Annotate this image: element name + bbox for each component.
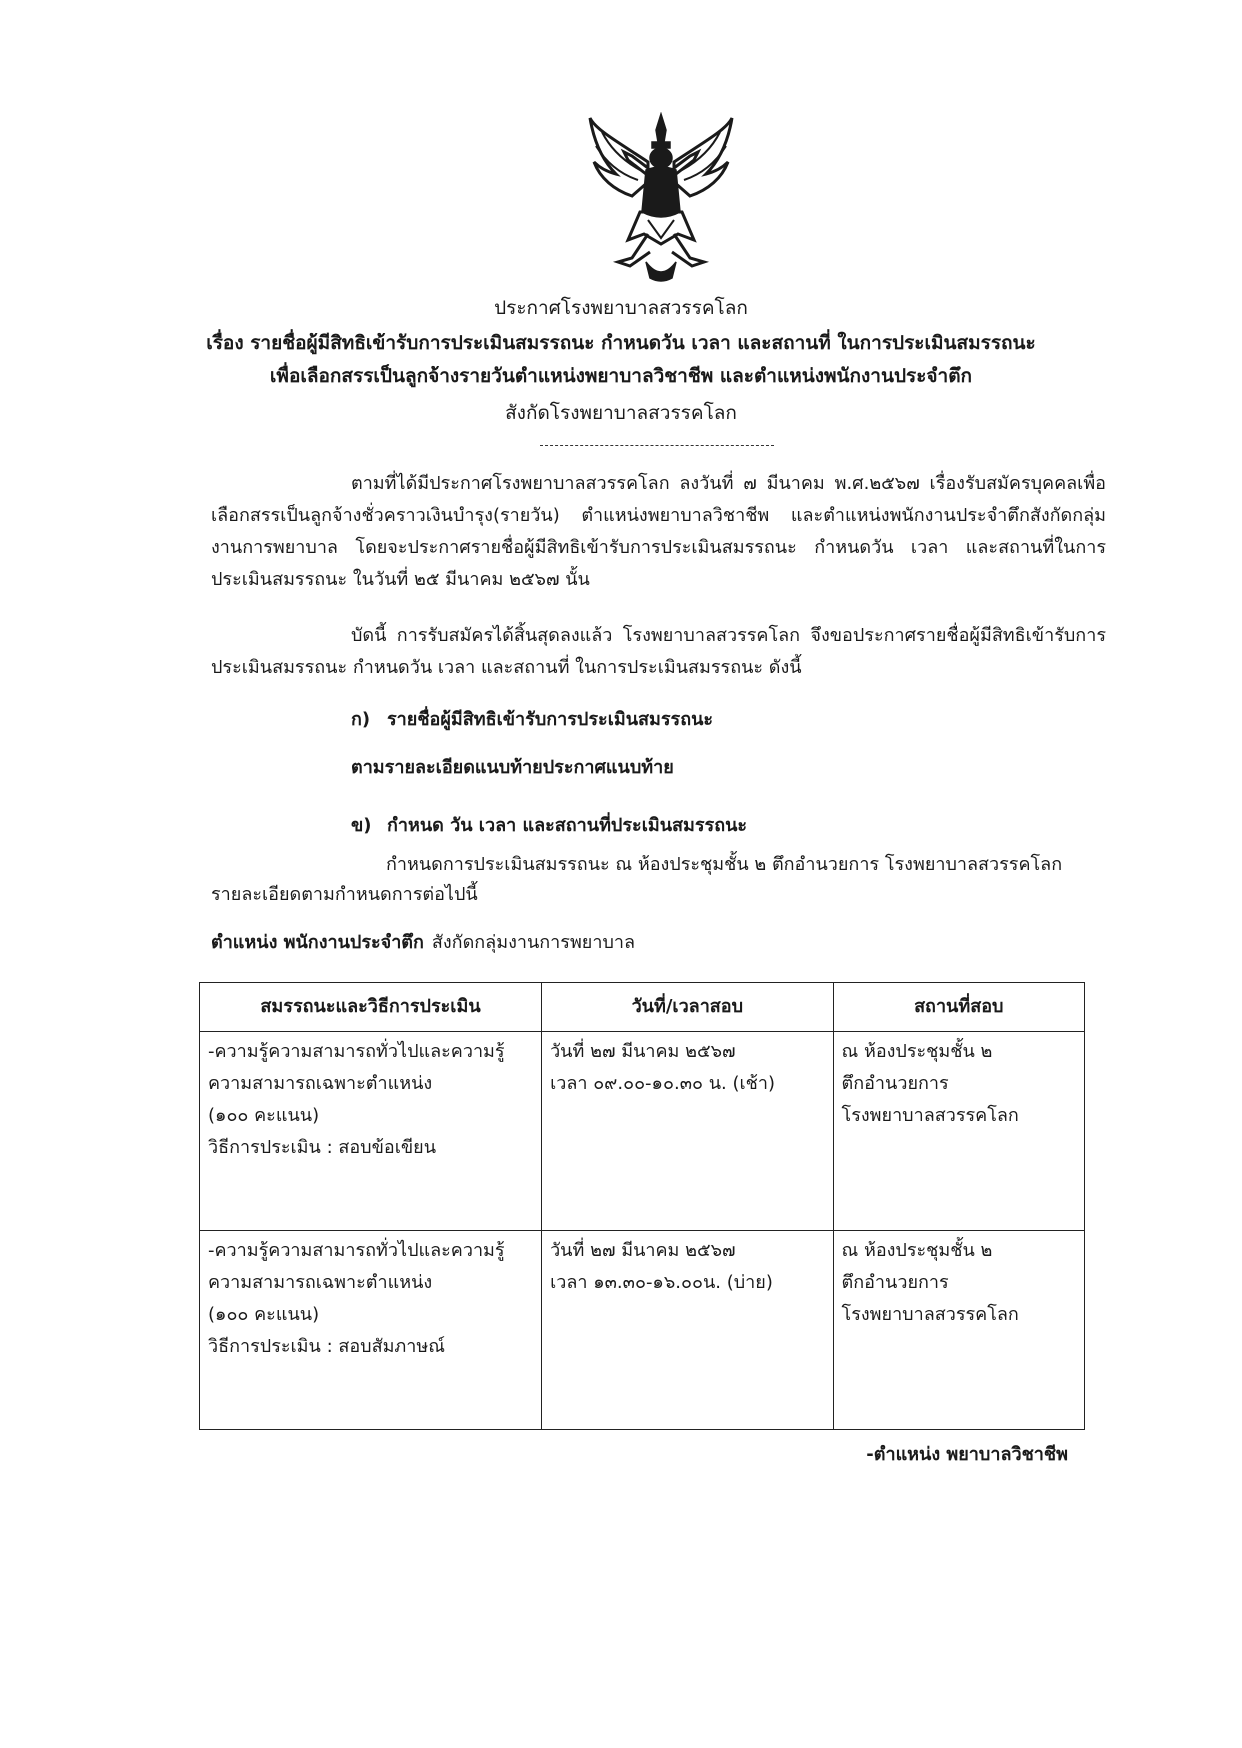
cell-line: เวลา ๐๙.๐๐-๑๐.๓๐ น. (เช้า) [550, 1073, 775, 1094]
column-header-competency: สมรรถนะและวิธีการประเมิน [200, 983, 542, 1032]
column-header-datetime: วันที่/เวลาสอบ [542, 983, 833, 1032]
item-b-title: กำหนด วัน เวลา และสถานที่ประเมินสมรรถนะ [387, 815, 748, 836]
item-b-detail-line-1: กำหนดการประเมินสมรรถนะ ณ ห้องประชุมชั้น ๒ ตึกอำนวยการ โรงพยาบาลสวรรคโลก [386, 854, 1063, 875]
paragraph-announcement: บัดนี้ การรับสมัครได้สิ้นสุดลงแล้ว โรงพยาบาลสวรรคโลก จึงขอประกาศรายชื่อผู้มีสิทธิเข้ารับการประเมินสมรรถนะ กำหนดวัน เวลา และสถานที่ ในการประเมินสมรรถนะ ดังนี้ [211, 625, 1106, 678]
cell-line: โรงพยาบาลสวรรคโลก [841, 1105, 1019, 1126]
competency-cell [200, 1231, 542, 1430]
subject-line-3: สังกัดโรงพยาบาลสวรรคโลก [505, 402, 737, 424]
cell-line: เวลา ๑๓.๓๐-๑๖.๐๐น. (บ่าย) [550, 1272, 773, 1293]
table-header-row [200, 983, 1085, 1032]
cell-line: ณ ห้องประชุมชั้น ๒ [841, 1240, 993, 1261]
issuer-title: ประกาศโรงพยาบาลสวรรคโลก [494, 297, 748, 319]
item-a-title: รายชื่อผู้มีสิทธิเข้ารับการประเมินสมรรถนะ [387, 709, 714, 730]
garuda-emblem-icon [588, 112, 734, 282]
place-cell [833, 1231, 1084, 1430]
cell-line: โรงพยาบาลสวรรคโลก [841, 1304, 1019, 1325]
item-a-heading [351, 705, 713, 735]
item-a-detail: ตามรายละเอียดแนบท้ายประกาศแนบท้าย [351, 757, 674, 778]
next-position-label: -ตำแหน่ง พยาบาลวิชาชีพ [866, 1444, 1068, 1465]
position-label: ตำแหน่ง พนักงานประจำตึก [211, 932, 424, 953]
cell-line: ความสามารถเฉพาะตำแหน่ง [208, 1272, 433, 1293]
item-a-marker: ก) [351, 709, 371, 730]
item-b-marker: ข) [351, 815, 372, 836]
place-cell [833, 1032, 1084, 1231]
position-heading [211, 928, 635, 958]
cell-line: ความสามารถเฉพาะตำแหน่ง [208, 1073, 433, 1094]
position-unit: สังกัดกลุ่มงานการพยาบาล [431, 932, 636, 953]
cell-line: วิธีการประเมิน : สอบข้อเขียน [208, 1137, 437, 1158]
cell-line: วิธีการประเมิน : สอบสัมภาษณ์ [208, 1336, 445, 1357]
table-row [200, 1032, 1085, 1231]
cell-line: วันที่ ๒๗ มีนาคม ๒๕๖๗ [550, 1240, 736, 1261]
cell-line: ตึกอำนวยการ [841, 1272, 949, 1293]
column-header-place: สถานที่สอบ [833, 983, 1084, 1032]
cell-line: วันที่ ๒๗ มีนาคม ๒๕๖๗ [550, 1041, 736, 1062]
cell-line: -ความรู้ความสามารถทั่วไปและความรู้ [208, 1041, 505, 1062]
heading-separator [540, 445, 774, 446]
schedule-table [199, 982, 1085, 1430]
datetime-cell [542, 1032, 833, 1231]
competency-cell [200, 1032, 542, 1231]
cell-line: ตึกอำนวยการ [841, 1073, 949, 1094]
subject-line-2: เพื่อเลือกสรรเป็นลูกจ้างรายวันตำแหน่งพยาบาลวิชาชีพ และตำแหน่งพนักงานประจำตึก [269, 365, 973, 387]
cell-line: (๑๐๐ คะแนน) [208, 1304, 320, 1325]
paragraph-background: ตามที่ได้มีประกาศโรงพยาบาลสวรรคโลก ลงวันที่ ๗ มีนาคม พ.ศ.๒๕๖๗ เรื่องรับสมัครบุคคลเพื่อเลือกสรรเป็นลูกจ้างชั่วคราวเงินบำรุง(รายวัน) ตำแหน่งพยาบาลวิชาชีพ และตำแหน่งพนักงานประจำตึกสังกัดกลุ่มงานการพยาบาล โดยจะประกาศรายชื่อผู้มีสิทธิเข้ารับการประเมินสมรรถนะ กำหนดวัน เวลา และสถานที่ในการประเมินสมรรถนะ ในวันที่ ๒๕ มีนาคม ๒๕๖๗ นั้น [211, 473, 1106, 590]
cell-line: ณ ห้องประชุมชั้น ๒ [841, 1041, 993, 1062]
table-row [200, 1231, 1085, 1430]
subject-line-1: เรื่อง รายชื่อผู้มีสิทธิเข้ารับการประเมินสมรรถนะ กำหนดวัน เวลา และสถานที่ ในการประเมินสมรรถนะ [206, 332, 1036, 354]
cell-line: -ความรู้ความสามารถทั่วไปและความรู้ [208, 1240, 505, 1261]
item-b-detail-line-2: รายละเอียดตามกำหนดการต่อไปนี้ [211, 884, 478, 905]
cell-line: (๑๐๐ คะแนน) [208, 1105, 320, 1126]
item-b-heading [351, 811, 747, 841]
datetime-cell [542, 1231, 833, 1430]
